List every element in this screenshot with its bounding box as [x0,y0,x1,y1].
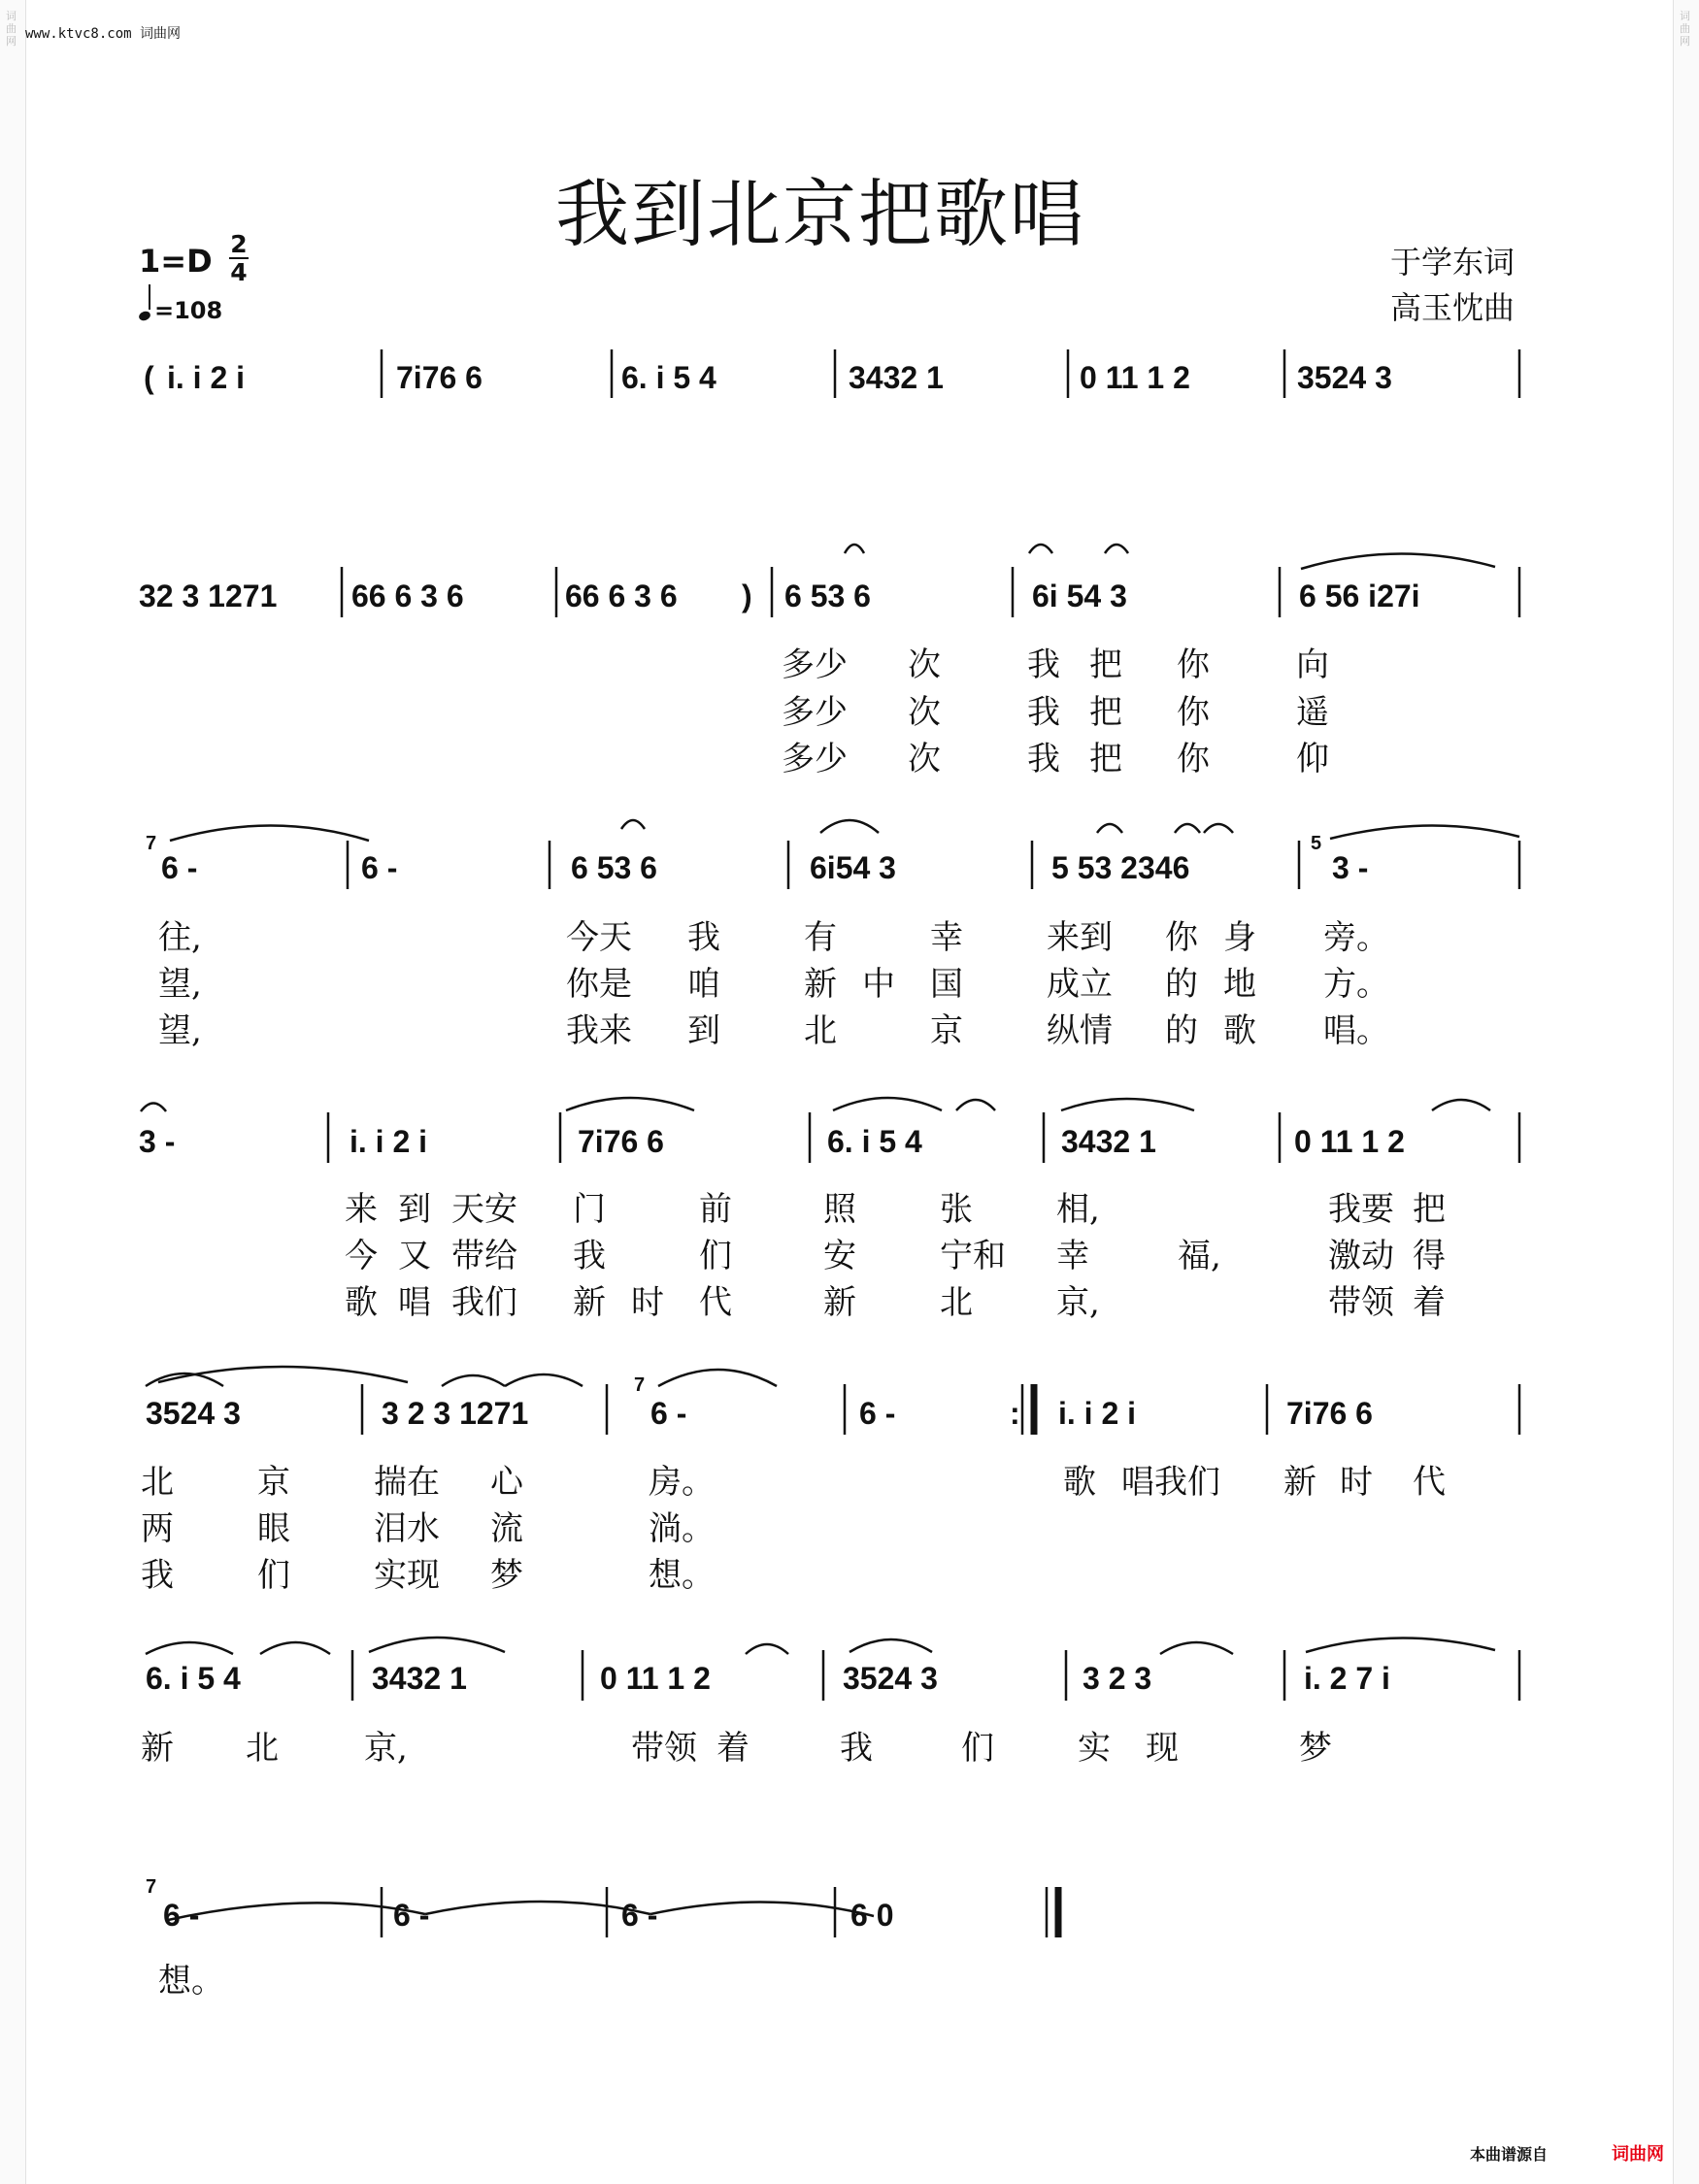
lyric: 旁。 [1323,918,1389,957]
slur [369,1638,505,1652]
lyric: 唱 [398,1283,431,1322]
lyric: 想。 [158,1962,224,2001]
bar: 3432 1 [372,1661,467,1696]
lyric: 带给 [451,1237,517,1275]
lyric: 往, [158,918,202,957]
slur [260,1642,330,1654]
lyric: 你 [1177,740,1210,778]
lyric: 歌 [345,1283,378,1322]
bar: 6 - [621,1898,658,1933]
lyric: 淌。 [649,1509,715,1548]
bar: 5 53 2346 [1051,850,1190,885]
bar: 32 3 1271 [139,579,278,613]
lyric: 时 [1340,1463,1373,1502]
lyric: 我 [1027,693,1060,732]
lyric: 望, [158,1011,202,1050]
bar: i. i 2 i [167,360,246,395]
grace-note: 5 [1311,833,1322,854]
lyric: 前 [699,1190,732,1229]
lyric: 多少 [782,693,848,732]
lyric: 门 [573,1190,606,1229]
lyric: 有 [804,918,837,957]
bar: 6 0 [850,1898,894,1933]
lyric: 来到 [1047,918,1113,957]
lyric: 们 [257,1556,290,1595]
slur [1105,545,1128,553]
right-watermark-text: 词曲网 [1680,10,1690,48]
bar: 0 11 1 2 [1080,360,1190,395]
grace-note: 7 [634,1374,646,1396]
slur [146,1642,233,1654]
lyric: 来 [345,1190,378,1229]
lyric: 歌 [1063,1463,1096,1502]
lyric: 到 [687,1011,720,1050]
lyric: 遥 [1296,693,1329,732]
lyric: 咱 [687,965,720,1004]
lyric: 揣在 [374,1463,440,1502]
bar: 0 11 1 2 [1294,1124,1405,1159]
lyric: 仰 [1296,740,1329,778]
lyric: 把 [1413,1190,1446,1229]
bar: 66 6 3 6 [565,579,678,613]
lyric: 眼 [257,1509,290,1548]
lyric: 新 [1283,1463,1316,1502]
lyric: 我要 [1328,1190,1394,1229]
lyric: 梦 [1299,1729,1332,1768]
notation [139,360,1420,1933]
lyric: 中 [862,965,895,1004]
tempo-value: =108 [154,297,223,324]
bar: 3432 1 [1061,1124,1156,1159]
lyric: 我 [141,1556,174,1595]
bar: i. 2 7 i [1304,1661,1390,1696]
bar: 7i76 6 [396,360,483,395]
lyric: 新 [823,1283,856,1322]
lyric: 京 [257,1463,290,1502]
slur [141,1104,166,1112]
slur [833,1098,942,1110]
lyric: 流 [490,1509,523,1548]
lyrics [141,645,1446,2001]
lyric: 们 [961,1729,994,1768]
lyric: 次 [908,740,941,778]
bar: 6 - [163,1898,200,1933]
end-repeat-dots: : [1010,1396,1020,1431]
lyric: 我 [687,918,720,957]
bar: 3524 3 [1297,360,1392,395]
lyric: 代 [1413,1463,1446,1502]
lyric: 多少 [782,740,848,778]
bar: 66 6 3 6 [351,579,464,613]
lyric: 次 [908,645,941,684]
lyric: 你 [1177,693,1210,732]
time-signature-bottom: 4 [230,258,248,286]
slur [1306,1638,1495,1652]
time-signature-top: 2 [230,230,248,258]
lyric: 宁和 [940,1237,1006,1275]
bar: 7i76 6 [578,1124,664,1159]
lyric: 多少 [782,645,848,684]
bar: 0 11 1 2 [600,1661,711,1696]
slur [820,820,879,833]
bar: 6 53 6 [784,579,871,613]
slur [566,1098,694,1110]
lyric: 把 [1089,645,1122,684]
slur [168,1903,425,1920]
lyric: 成立 [1047,965,1113,1004]
bar: 6 - [859,1396,896,1431]
song-title: 我到北京把歌唱 [555,171,1085,257]
bar: 3524 3 [146,1396,241,1431]
bar: 3 - [1332,850,1369,885]
source-url[interactable]: www.ktvc8.com 词曲网 [25,26,182,42]
lyric: 我 [840,1729,873,1768]
lyric: 你 [1165,918,1198,957]
lyric: 又 [398,1237,431,1275]
footer-source-label: 本曲谱源自 [1470,2145,1549,2164]
slur [1097,824,1122,833]
lyric: 照 [823,1190,856,1229]
slur [170,826,369,842]
lyric: 现 [1146,1729,1179,1768]
bar: 6 - [393,1898,430,1933]
bar: 6 - [161,850,198,885]
lyric: 今天 [566,918,632,957]
bar: 6. i 5 4 [146,1661,241,1696]
left-watermark-text: 词曲网 [6,10,17,48]
lyric: 我 [1027,740,1060,778]
lyric: 着 [716,1729,750,1768]
lyric: 我们 [451,1283,517,1322]
lyric: 我来 [566,1011,632,1050]
slur [1204,824,1233,833]
repeat-open-paren: ( [144,360,154,395]
lyric: 国 [930,965,963,1004]
lyric: 实 [1078,1729,1111,1768]
bar: 6 - [361,850,398,885]
lyric: 北 [246,1729,279,1768]
lyric: 安 [823,1237,856,1275]
repeat-close-paren: ) [742,579,752,613]
lyric: 望, [158,965,202,1004]
slur [850,1639,932,1652]
slur [442,1375,505,1386]
slur [746,1644,788,1654]
lyric: 带领 [631,1729,697,1768]
bar: 6. i 5 4 [827,1124,922,1159]
slur [1029,545,1052,553]
lyric: 新 [573,1283,606,1322]
lyric: 幸 [1056,1237,1089,1275]
lyric: 你是 [566,965,632,1004]
lyric: 京, [364,1729,408,1768]
lyric: 向 [1296,645,1329,684]
bar: 3524 3 [843,1661,938,1696]
lyric: 今 [345,1237,378,1275]
lyric: 你 [1177,645,1210,684]
slur [650,1902,874,1916]
lyric: 北 [940,1283,973,1322]
bar: 6i54 3 [810,850,896,885]
slur [1432,1100,1490,1110]
lyric: 我 [1027,645,1060,684]
slur [155,1373,641,1394]
lyric: 梦 [490,1556,523,1595]
slur [621,820,645,829]
lyric: 时 [631,1283,664,1322]
slur [158,1367,408,1382]
lyric: 两 [141,1509,174,1548]
bar: 7i76 6 [1286,1396,1373,1431]
bar: i. i 2 i [350,1124,428,1159]
slur [658,1370,777,1386]
lyric: 天安 [451,1190,517,1229]
lyric: 把 [1089,693,1122,732]
lyric: 心 [490,1463,523,1502]
footer-site-link[interactable]: 词曲网 [1612,2144,1664,2165]
lyric: 纵情 [1047,1011,1113,1050]
lyric: 幸 [930,918,963,957]
composer-credit: 高玉忱曲 [1389,289,1515,326]
slur [845,545,864,553]
slur [1061,1099,1194,1110]
bar: i. i 2 i [1058,1396,1137,1431]
lyric: 泪水 [374,1509,440,1548]
lyric: 房。 [649,1463,715,1502]
lyric: 次 [908,693,941,732]
lyric: 唱我们 [1121,1463,1220,1502]
slur [956,1100,995,1110]
lyric: 我 [573,1237,606,1275]
bar: 6i 54 3 [1032,579,1127,613]
slur [425,1902,650,1914]
key-signature: 1=D [139,243,213,280]
slur [1330,825,1519,839]
bar: 3 2 3 [1083,1661,1152,1696]
lyric: 相, [1056,1190,1100,1229]
grace-note: 7 [146,833,157,854]
lyricist-credit: 于学东词 [1389,244,1515,281]
lyric: 福, [1178,1237,1221,1275]
lyric: 京, [1056,1283,1100,1322]
bar: 3432 1 [849,360,944,395]
lyric: 北 [141,1463,174,1502]
bar: 6 53 6 [571,850,657,885]
lyric: 带领 [1328,1283,1394,1322]
grace-note: 7 [146,1876,157,1898]
bar: 6. i 5 4 [621,360,716,395]
lyric: 北 [804,1011,837,1050]
lyric: 得 [1413,1237,1446,1275]
bar: 6 56 i27i [1299,579,1420,613]
lyric: 们 [699,1237,732,1275]
lyric: 身 [1223,918,1256,957]
lyric: 歌 [1223,1011,1256,1050]
lyric: 新 [804,965,837,1004]
bar: 3 - [139,1124,176,1159]
lyric: 着 [1413,1283,1446,1322]
bar: 3 2 3 1271 [382,1396,529,1431]
lyric: 地 [1223,965,1256,1004]
lyric: 到 [398,1190,431,1229]
slur [1160,1642,1233,1654]
slur [505,1374,583,1386]
lyric: 把 [1089,740,1122,778]
lyric: 想。 [649,1556,715,1595]
lyric: 唱。 [1323,1011,1389,1050]
bar: 6 - [650,1396,687,1431]
lyric: 张 [940,1190,973,1229]
lyric: 激动 [1328,1237,1394,1275]
lyric: 新 [141,1729,174,1768]
slur [1175,824,1200,833]
lyric: 的 [1165,1011,1198,1050]
slur [1301,553,1495,569]
lyric: 京 [930,1011,963,1050]
lyric: 实现 [374,1556,440,1595]
lyric: 代 [699,1283,732,1322]
lyric: 方。 [1323,965,1389,1004]
lyric: 的 [1165,965,1198,1004]
